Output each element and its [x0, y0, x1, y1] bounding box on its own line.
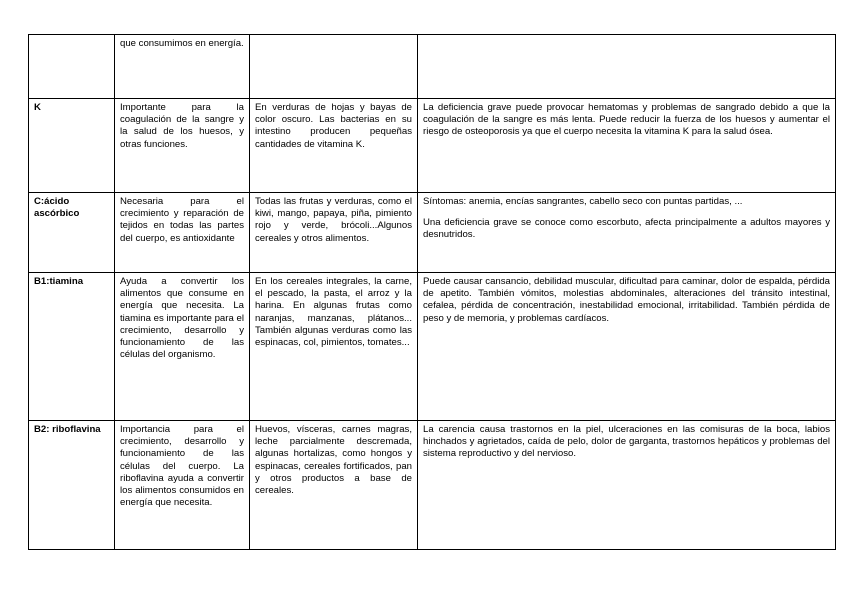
vitamin-name-cell: B1:tiamina [29, 273, 115, 421]
function-cell: que consumimos en energía. [115, 35, 250, 99]
sources-cell [250, 35, 418, 99]
deficiency-paragraph: La deficiencia grave puede provocar hematomas y problemas de sangrado debido a que la coagulación de la sangre es más lenta. Puede reducir la fuerza de los huesos y aumentar el riesgo de osteoporosis ya que el cuerpo necesita la vitamina K para la salud ósea. [423, 102, 830, 138]
function-cell: Ayuda a convertir los alimentos que consume en energía que necesita. La tiamina es importante para el crecimiento, desarrollo y funcionamiento de las células del organismo. [115, 273, 250, 421]
deficiency-paragraph: La carencia causa trastornos en la piel, ulceraciones en las comisuras de la boca, labios hinchados y agrietados, caída de pelo, dolor de garganta, trastornos hepáticos y problemas del sistema reproductivo y del nervioso. [423, 424, 830, 460]
sources-cell: En los cereales integrales, la carne, el pescado, la pasta, el arroz y la harina. En algunas frutas como naranjas, manzanas, plátanos... También algunas verduras como las espinacas, col, pimientos, tomates... [250, 273, 418, 421]
function-cell: Importante para la coagulación de la sangre y la salud de los huesos, y otras funciones. [115, 99, 250, 193]
deficiency-paragraph: Una deficiencia grave se conoce como escorbuto, afecta principalmente a adultos mayores y desnutridos. [423, 217, 830, 241]
vitamin-name-cell: K [29, 99, 115, 193]
deficiency-cell [418, 99, 836, 193]
table-row [29, 35, 836, 99]
table-row [29, 273, 836, 421]
vitamin-name-cell: B2: riboflavina [29, 421, 115, 550]
deficiency-cell [418, 193, 836, 273]
deficiency-paragraph: Síntomas: anemia, encías sangrantes, cabello seco con puntas partidas, ... [423, 196, 743, 207]
sources-cell: En verduras de hojas y bayas de color oscuro. Las bacterias en su intestino producen pequeñas cantidades de vitamina K. [250, 99, 418, 193]
vitamin-name-cell: C:ácido ascórbico [29, 193, 115, 273]
sources-cell: Todas las frutas y verduras, como el kiwi, mango, papaya, piña, pimiento rojo y verde, brócoli...Algunos cereales y otros alimentos. [250, 193, 418, 273]
deficiency-cell [418, 35, 836, 99]
function-cell: Importancia para el crecimiento, desarrollo y funcionamiento de las células del cuerpo. La riboflavina ayuda a convertir los alimentos consumidos en energía que necesita. [115, 421, 250, 550]
table-row [29, 193, 836, 273]
sources-cell: Huevos, vísceras, carnes magras, leche parcialmente descremada, algunas hortalizas, como hongos y espinacas, cereales fortificados, pan y otros productos a base de cereales. [250, 421, 418, 550]
function-cell: Necesaria para el crecimiento y reparación de tejidos en todas las partes del cuerpo, es antioxidante [115, 193, 250, 273]
deficiency-paragraph: Puede causar cansancio, debilidad muscular, dificultad para caminar, dolor de espalda, pérdida de apetito. También vómitos, molestias abdominales, alteraciones del tránsito intestinal, cefalea, pérdida de concentración, inestabilidad emocional, irritabilidad. También pérdida de peso y de memoria, y problemas cardíacos. [423, 276, 830, 324]
vitamin-table [28, 34, 836, 550]
deficiency-cell [418, 273, 836, 421]
table-row [29, 99, 836, 193]
table-row [29, 421, 836, 550]
vitamin-name-cell [29, 35, 115, 99]
deficiency-cell [418, 421, 836, 550]
